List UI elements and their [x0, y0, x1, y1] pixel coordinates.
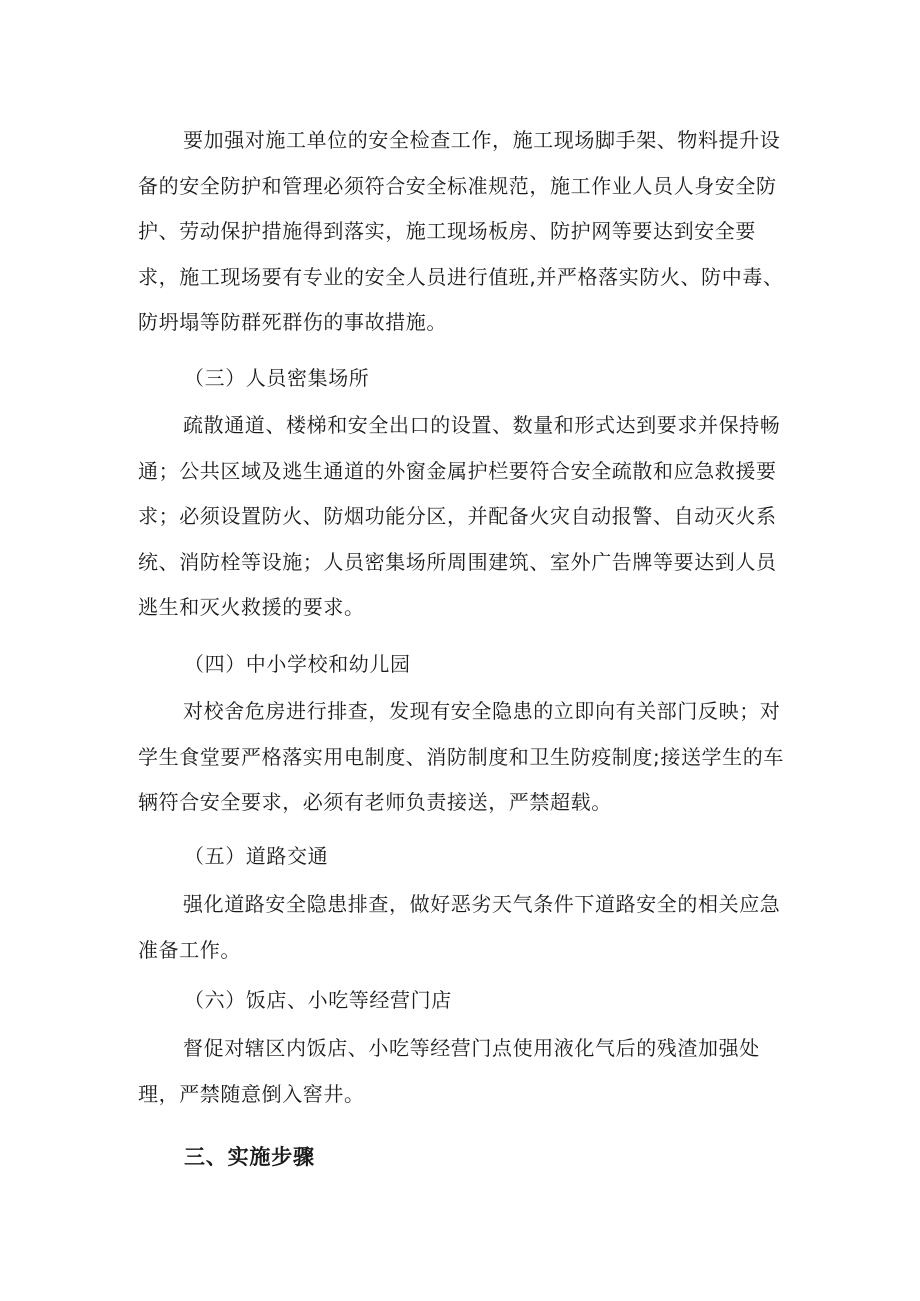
heading-restaurants: （六）饭店、小吃等经营门店 [184, 988, 452, 1012]
paragraph-construction-safety: 要加强对施工单位的安全检查工作，施工现场脚手架、物料提升设备的安全防护和管理必须符合安全标准规范，施工作业人员人身安全防护、劳动保护措施得到落实，施工现场板房、防护网等要达到安全要求，施工现场要有专业的安全人员进行值班,并严格落实防火、防中毒、防坍塌等防群死群伤的事故措施。 [138, 128, 784, 334]
heading-crowded-places: （三）人员密集场所 [184, 366, 370, 390]
section-title-implementation-steps: 三、实施步骤 [184, 1145, 315, 1169]
heading-road-traffic: （五）道路交通 [184, 844, 329, 868]
heading-schools: （四）中小学校和幼儿园 [184, 652, 411, 676]
paragraph-restaurants: 督促对辖区内饭店、小吃等经营门点使用液化气后的残渣加强处理，严禁随意倒入窖井。 [138, 1036, 760, 1106]
paragraph-crowded-places: 疏散通道、楼梯和安全出口的设置、数量和形式达到要求并保持畅通；公共区域及逃生通道的外窗金属护栏要符合安全疏散和应急救援要求；必须设置防火、防烟功能分区，并配备火灾自动报警、自动灭火系统、消防栓等设施；人员密集场所周围建筑、室外广告牌等要达到人员逃生和灭火救援的要求。 [138, 413, 781, 619]
paragraph-schools: 对校舍危房进行排查，发现有安全隐患的立即向有关部门反映；对学生食堂要严格落实用电制度、消防制度和卫生防疫制度;接送学生的车辆符合安全要求，必须有老师负责接送，严禁超载。 [138, 699, 784, 814]
paragraph-road-traffic: 强化道路安全隐患排查，做好恶劣天气条件下道路安全的相关应急准备工作。 [138, 892, 781, 962]
